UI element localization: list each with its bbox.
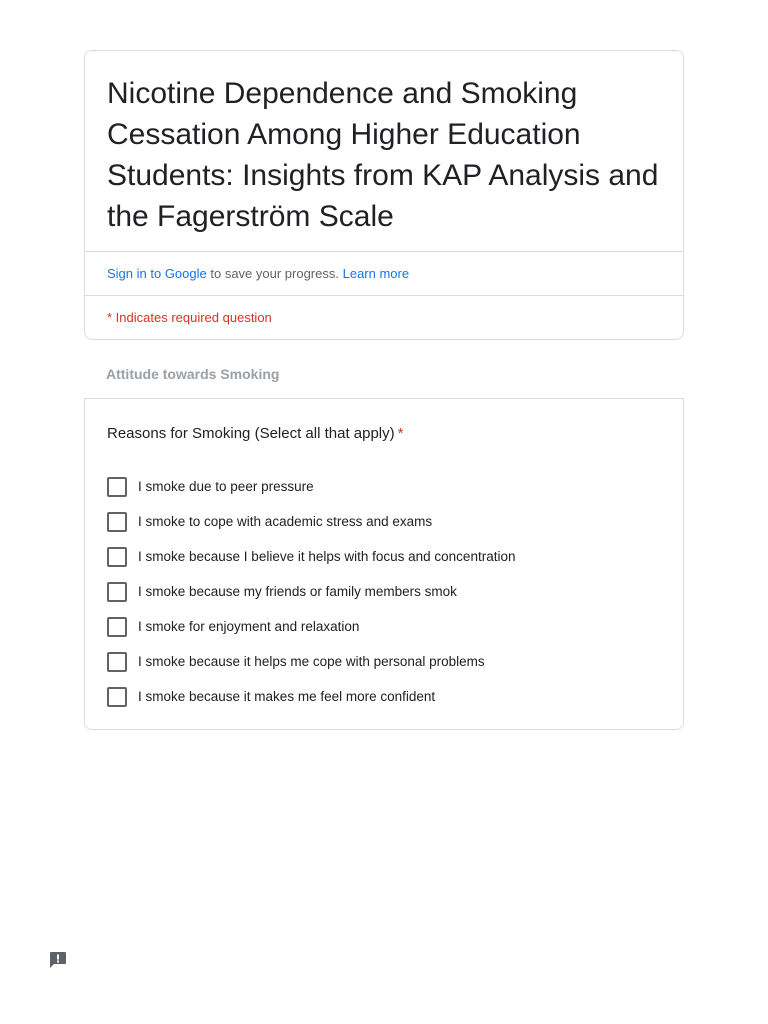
checkbox[interactable] <box>107 652 127 672</box>
checkbox[interactable] <box>107 582 127 602</box>
option-confidence[interactable] <box>107 679 667 714</box>
option-focus[interactable] <box>107 539 667 574</box>
section-title: Attitude towards Smoking <box>106 366 280 382</box>
option-peer-pressure[interactable] <box>107 469 667 504</box>
question-title-text: Reasons for Smoking (Select all that apply) <box>107 425 395 442</box>
option-academic-stress[interactable] <box>107 504 667 539</box>
form-title: Nicotine Dependence and Smoking Cessation Among Higher Education Students: Insights from KAP Analysis and the Fagerström Scale <box>107 77 659 233</box>
sign-in-link[interactable]: Sign in to Google <box>107 266 207 281</box>
option-enjoyment[interactable] <box>107 609 667 644</box>
question-title <box>107 425 403 442</box>
learn-more-link[interactable]: Learn more <box>342 266 410 281</box>
option-label: I smoke because it helps me cope with personal problems <box>138 654 485 669</box>
option-label: I smoke to cope with academic stress and exams <box>138 514 433 529</box>
signin-text: to save your progress. <box>210 266 339 281</box>
feedback-icon[interactable] <box>48 950 68 970</box>
options-list <box>107 469 667 714</box>
required-note: * Indicates required question <box>107 310 272 325</box>
signin-row <box>85 252 683 295</box>
option-label: I smoke because it makes me feel more confident <box>138 689 436 704</box>
checkbox[interactable] <box>107 687 127 707</box>
checkbox[interactable] <box>107 477 127 497</box>
feedback-icon-graphic <box>48 950 68 970</box>
form-header-card <box>84 50 684 340</box>
option-label: I smoke for enjoyment and relaxation <box>138 619 360 634</box>
option-friends-family[interactable] <box>107 574 667 609</box>
question-card <box>84 398 684 730</box>
option-label: I smoke because I believe it helps with focus and concentration <box>138 549 516 564</box>
required-marker: * <box>397 425 404 442</box>
option-label: I smoke due to peer pressure <box>138 479 314 494</box>
checkbox[interactable] <box>107 547 127 567</box>
checkbox[interactable] <box>107 512 127 532</box>
option-personal-problems[interactable] <box>107 644 667 679</box>
option-label: I smoke because my friends or family members smok <box>138 584 457 599</box>
checkbox[interactable] <box>107 617 127 637</box>
